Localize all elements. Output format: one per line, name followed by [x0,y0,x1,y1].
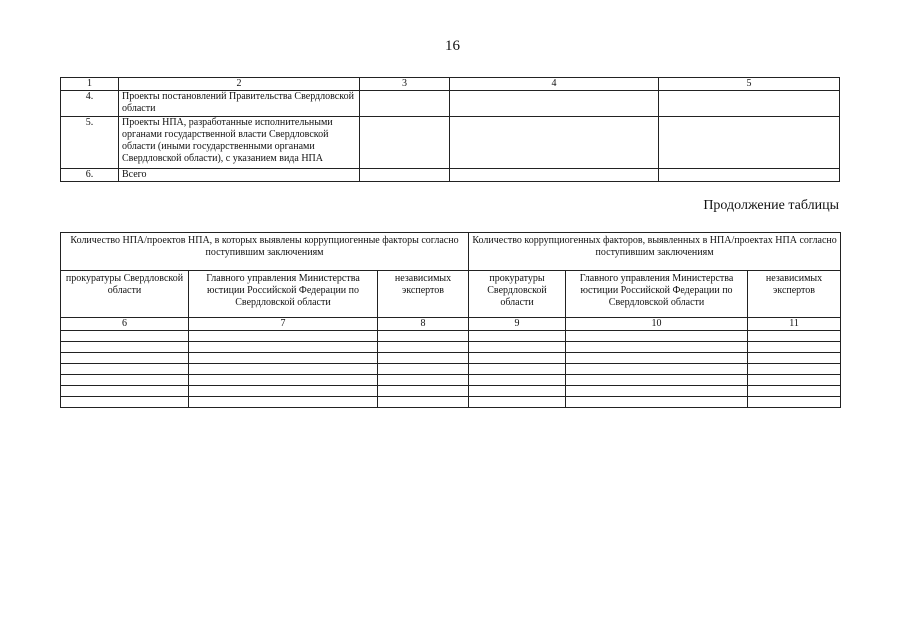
column-number-row [61,318,841,331]
column-number: 6 [61,318,189,331]
column-number: 2 [119,78,360,91]
table-cell [61,364,189,375]
table-cell [378,397,469,408]
table-cell [189,331,378,342]
table-cell [360,91,450,117]
table-cell [189,353,378,364]
group-header-factors: Количество коррупциогенных факторов, выявленных в НПА/проектах НПА согласно поступившим заключениям [469,233,841,271]
table-cell [566,353,748,364]
table-cell [450,169,659,182]
table-cell [378,364,469,375]
table-cell [61,331,189,342]
column-header: прокуратуры Свердловской области [61,271,189,318]
table-cell [748,342,841,353]
table-row [61,397,841,408]
column-number: 10 [566,318,748,331]
table-cell [748,397,841,408]
row-number: 4. [61,91,119,117]
table-cell [748,364,841,375]
table-cell [61,397,189,408]
table-row [61,91,840,117]
table-cell [469,364,566,375]
table-row [61,386,841,397]
table-cell [659,169,840,182]
table-cell [748,353,841,364]
table-cell [469,342,566,353]
table-cell [469,353,566,364]
row-label: Проекты постановлений Правительства Свердловской области [119,91,360,117]
table-row [61,117,840,169]
table-cell [450,117,659,169]
table-row [61,364,841,375]
table-cell [189,375,378,386]
column-number: 3 [360,78,450,91]
table-cell [748,386,841,397]
table-header-row [61,78,840,91]
table-cell [469,386,566,397]
table-cell [566,397,748,408]
table-cell [360,117,450,169]
table-cell [61,386,189,397]
page-number: 16 [445,38,460,54]
row-number: 6. [61,169,119,182]
table-cell [378,342,469,353]
column-number: 5 [659,78,840,91]
table-cell [566,364,748,375]
table-cell [469,375,566,386]
column-number: 8 [378,318,469,331]
report-table-part2 [60,232,841,408]
column-header: независимых экспертов [748,271,841,318]
table-cell [659,117,840,169]
report-table-part1 [60,77,840,182]
table-cell [360,169,450,182]
table-cell [378,375,469,386]
table-row [61,331,841,342]
table-cell [566,386,748,397]
row-label: Проекты НПА, разработанные исполнительными органами государственной власти Свердловской области (иными государственными органами Свердловской области), с указанием вида НПА [119,117,360,169]
row-label: Всего [119,169,360,182]
table-cell [566,331,748,342]
column-header: Главного управления Министерства юстиции Российской Федерации по Свердловской области [566,271,748,318]
table-row [61,169,840,182]
table-cell [748,375,841,386]
group-header-row [61,233,841,271]
table-cell [61,342,189,353]
table-row [61,342,841,353]
table-cell [189,386,378,397]
row-number: 5. [61,117,119,169]
table-cell [566,342,748,353]
table-cell [659,91,840,117]
continuation-label: Продолжение таблицы [703,198,839,213]
table-cell [748,331,841,342]
column-header-row [61,271,841,318]
group-header-documents: Количество НПА/проектов НПА, в которых выявлены коррупциогенные факторы согласно поступившим заключениям [61,233,469,271]
column-number: 9 [469,318,566,331]
table-row [61,375,841,386]
table-cell [61,353,189,364]
table-row [61,353,841,364]
column-number: 1 [61,78,119,91]
table-cell [378,331,469,342]
table-cell [566,375,748,386]
table-cell [61,375,189,386]
column-number: 4 [450,78,659,91]
column-header: прокуратуры Свердловской области [469,271,566,318]
column-number: 7 [189,318,378,331]
table-cell [189,397,378,408]
column-header: независимых экспертов [378,271,469,318]
table-cell [189,342,378,353]
table-cell [450,91,659,117]
column-header: Главного управления Министерства юстиции Российской Федерации по Свердловской области [189,271,378,318]
table-cell [469,331,566,342]
table-cell [378,353,469,364]
table-cell [469,397,566,408]
table-cell [189,364,378,375]
column-number: 11 [748,318,841,331]
table-cell [378,386,469,397]
